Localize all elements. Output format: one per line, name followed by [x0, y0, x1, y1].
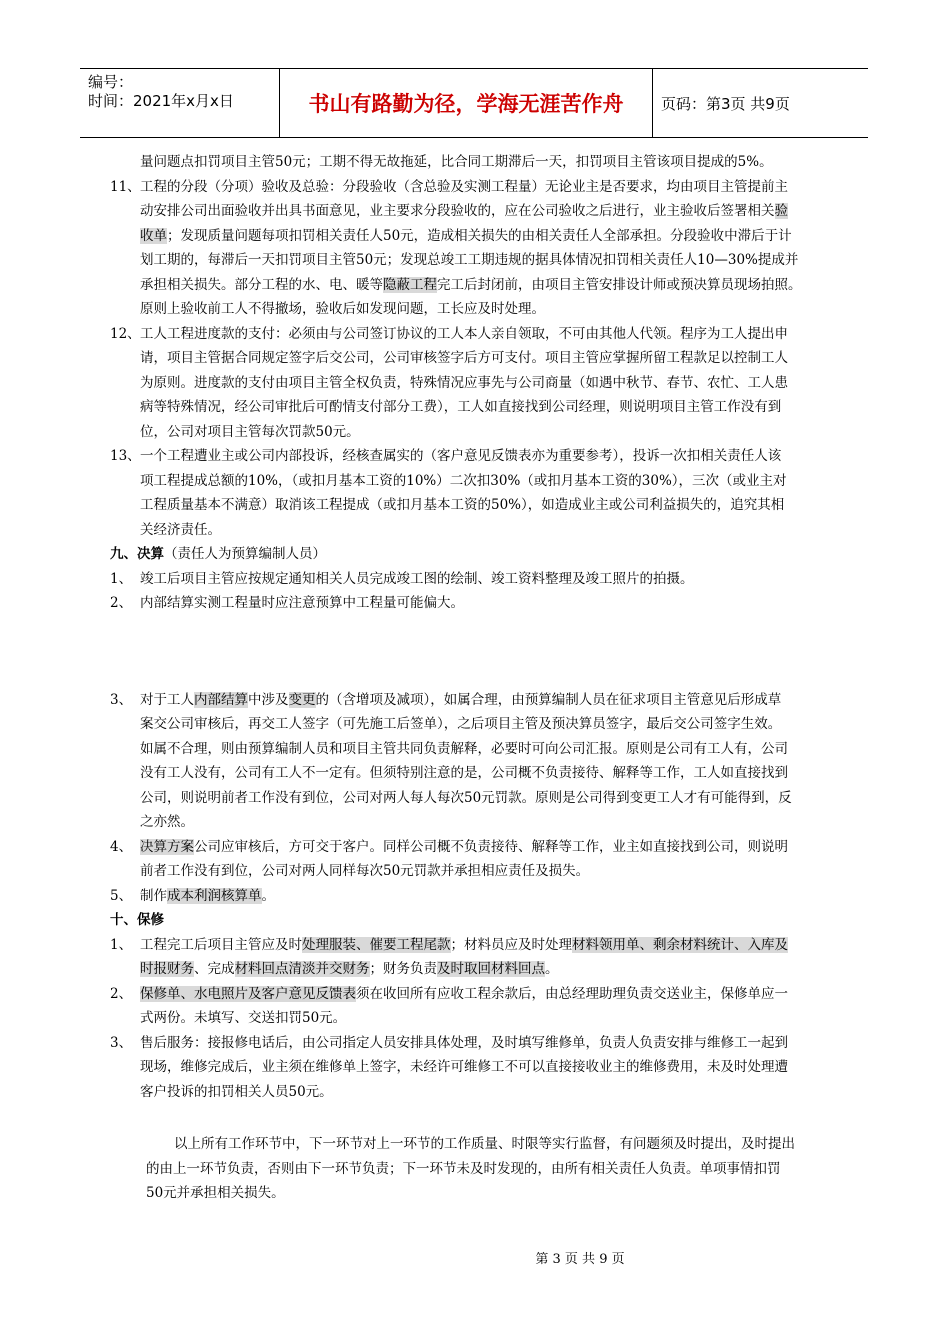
text-line: 售后服务：接报修电话后，由公司指定人员安排具体处理，及时填写维修单，负责人负责安排与维修工一起到: [140, 1034, 788, 1051]
text-line: [140, 933, 848, 958]
text-line: 50元并承担相关损失。: [146, 1185, 285, 1201]
list-item-13: [110, 444, 848, 542]
text-line: 为原则。进度款的支付由项目主管全权负责，特殊情况应事先与公司商量（如遇中秋节、春节、农忙、工人患: [140, 374, 788, 391]
header-motto: 书山有路勤为径，学海无涯苦作舟: [280, 69, 653, 137]
highlight-span: 内部结算: [194, 691, 248, 708]
list-item-12: [110, 322, 848, 445]
item-number: 3、: [110, 1034, 133, 1051]
section-heading-settlement: [110, 542, 848, 567]
warranty-item-2: [110, 982, 848, 1031]
text-line: [140, 884, 848, 909]
text-line: 客户投诉的扣罚相关人员50元。: [140, 1083, 333, 1100]
text-span: 。: [545, 961, 559, 977]
text-line: 前者工作没有到位，公司对两人同样每次50元罚款并承担相应责任及损失。: [140, 863, 590, 879]
page-header: [80, 68, 868, 138]
section-title: 九、决算: [110, 546, 164, 562]
highlight-span: 变更: [288, 691, 316, 708]
highlight-span: 验: [774, 203, 788, 219]
text-line: [140, 835, 848, 860]
text-line: 划工期的，每滞后一天扣罚项目主管50元；发现总竣工工期违规的据具体情况扣罚相关责任人10—30%提成并: [140, 252, 799, 268]
settlement-item-5: [110, 884, 848, 909]
closing-paragraph: [110, 1132, 848, 1206]
text-span: 完工后封闭前，由项目主管安排设计师或预决算员现场拍照。: [437, 276, 802, 293]
section-subtitle: （责任人为预算编制人员）: [164, 546, 326, 562]
item-number: 1、: [110, 936, 133, 953]
doc-number-label: 编号：: [88, 73, 134, 91]
highlight-span: 材料领用单、剩余材料统计、入库及: [572, 936, 788, 953]
text-line: [140, 957, 848, 982]
item-number: 5、: [110, 887, 133, 904]
header-page-label: 页码：第3页 共9页: [661, 94, 790, 113]
text-line: 的由上一环节负责，否则由下一环节负责；下一环节未及时发现的，由所有相关责任人负责。单项事情扣罚: [146, 1160, 781, 1177]
warranty-item-3: [110, 1031, 848, 1105]
text-span: 对于工人: [140, 691, 194, 708]
paragraph-gap: [110, 1104, 848, 1132]
item-number: 11、: [110, 178, 141, 195]
text-span: 的（含增项及减项），如属合理，由预算编制人员在征求项目主管意见后形成草: [315, 691, 782, 708]
document-body: [110, 150, 848, 1206]
text-line: 项工程提成总额的10%，（或扣月基本工资的10%）二次扣30%（或扣月基本工资的30%），三次（或业主对: [140, 472, 787, 489]
page-footer: 第 3 页 共 9 页: [535, 1252, 625, 1267]
highlight-span: 及时取回材料回点: [437, 961, 545, 977]
text-line: 公司，则说明前者工作没有到位，公司对两人每人每次50元罚款。原则是公司得到变更工人才有可能得到，反: [140, 789, 792, 806]
text-span: 、完成: [194, 961, 235, 977]
text-line: [140, 982, 848, 1007]
text-line: 竣工后项目主管应按规定通知相关人员完成竣工图的绘制、竣工资料整理及竣工照片的拍摄。: [140, 570, 694, 587]
settlement-item-1: [110, 567, 848, 592]
settlement-item-2: [110, 591, 848, 616]
text-line: 病等特殊情况，经公司审批后可酌情支付部分工费），工人如直接找到公司经理，则说明项目主管工作没有到: [140, 399, 782, 415]
highlight-span: 决算方案: [140, 838, 194, 855]
settlement-item-4: [110, 835, 848, 884]
text-span: 须在收回所有应收工程余款后，由总经理助理负责交送业主，保修单应一: [356, 985, 788, 1002]
item-number: 2、: [110, 985, 133, 1002]
text-line: [140, 199, 848, 224]
text-span: 承担相关损失。部分工程的水、电、暖等: [140, 276, 383, 293]
text-line: 如属不合理，则由预算编制人员和项目主管共同负责解释，必要时可向公司汇报。原则是公司有工人有，公司: [140, 740, 788, 757]
text-line: 一个工程遭业主或公司内部投诉，经核查属实的（客户意见反馈表亦为重要参考），投诉一次扣相关责任人该: [140, 448, 782, 464]
section-heading-warranty: 十、保修: [110, 912, 164, 928]
highlight-span: 隐蔽工程: [383, 276, 437, 293]
item-number: 4、: [110, 838, 133, 855]
list-item-11: [110, 175, 848, 322]
text-span: ；材料员应及时处理: [450, 936, 572, 953]
text-span: 制作: [140, 887, 167, 904]
text-line: [140, 688, 848, 713]
header-meta: [80, 69, 280, 137]
text-line: [140, 224, 848, 249]
text-span: 动安排公司出面验收并出具书面意见，业主要求分段验收的，应在公司验收之后进行，业主验收后签署相关: [140, 203, 775, 219]
text-span: 。: [261, 887, 275, 904]
item-number: 12、: [110, 325, 141, 342]
highlight-span: 收单: [140, 227, 167, 244]
text-span: 工程完工后项目主管应及时: [140, 936, 302, 953]
warranty-item-1: [110, 933, 848, 982]
text-line: [140, 273, 848, 298]
text-line: 位，公司对项目主管每次罚款50元。: [140, 423, 360, 440]
text-line: 以上所有工作环节中，下一环节对上一环节的工作质量、时限等实行监督，有问题须及时提出，及时提出: [174, 1136, 795, 1152]
item-number: 13、: [110, 448, 141, 464]
text-line: 工人工程进度款的支付：必须由与公司签订协议的工人本人亲自领取，不可由其他人代领。程序为工人提出申: [140, 325, 788, 342]
text-line: 式两份。未填写、交送扣罚50元。: [140, 1010, 347, 1026]
text-line: 内部结算实测工程量时应注意预算中工程量可能偏大。: [140, 595, 464, 611]
highlight-span: 时报财务: [140, 961, 194, 977]
item-number: 3、: [110, 691, 133, 708]
highlight-span: 保修单、水电照片及客户意见反馈表: [140, 985, 356, 1002]
text-line: 关经济责任。: [140, 521, 221, 538]
text-line: 原则上验收前工人不得撤场，验收后如发现问题，工长应及时处理。: [140, 301, 545, 317]
item-number: 1、: [110, 570, 133, 587]
text-span: 中涉及: [248, 691, 289, 708]
text-line: 现场，维修完成后，业主须在维修单上签字，未经许可维修工不可以直接接收业主的维修费用，未及时处理遭: [140, 1059, 788, 1075]
item-number: 2、: [110, 595, 133, 611]
text-line: 案交公司审核后，再交工人签字（可先施工后签单），之后项目主管及预决算员签字，最后交公司签字生效。: [140, 716, 782, 732]
text-line: 请，项目主管据合同规定签字后交公司，公司审核签字后方可支付。项目主管应掌握所留工程款足以控制工人: [140, 350, 788, 366]
text-line: 工程的分段（分项）验收及总验：分段验收（含总验及实测工程量）无论业主是否要求，均由项目主管提前主: [140, 178, 788, 195]
settlement-item-3: [110, 688, 848, 835]
highlight-span: 处理服装、催要工程尾款: [302, 936, 451, 953]
continued-line: 量问题点扣罚项目主管50元；工期不得无故拖延，比合同工期滞后一天，扣罚项目主管该项目提成的5%。: [140, 154, 773, 170]
text-span: ；发现质量问题每项扣罚相关责任人50元，造成相关损失的由相关责任人全部承担。分段验收中滞后于计: [167, 227, 792, 244]
highlight-span: 材料回点清淡并交财务: [234, 961, 370, 977]
text-line: 工程质量基本不满意）取消该工程提成（或扣月基本工资的50%），如造成业主或公司利益损失的，追究其相: [140, 497, 785, 513]
blank-gap: [110, 616, 848, 688]
highlight-span: 成本利润核算单: [167, 887, 262, 904]
text-span: ；财务负责: [369, 961, 437, 977]
text-span: 公司应审核后，方可交于客户。同样公司概不负责接待、解释等工作，业主如直接找到公司，则说明: [194, 838, 788, 855]
doc-date-label: 时间：2021年x月x日: [88, 92, 234, 110]
text-line: 没有工人没有，公司有工人不一定有。但须特别注意的是，公司概不负责接待、解释等工作，工人如直接找到: [140, 765, 788, 781]
text-line: 之亦然。: [140, 814, 194, 830]
